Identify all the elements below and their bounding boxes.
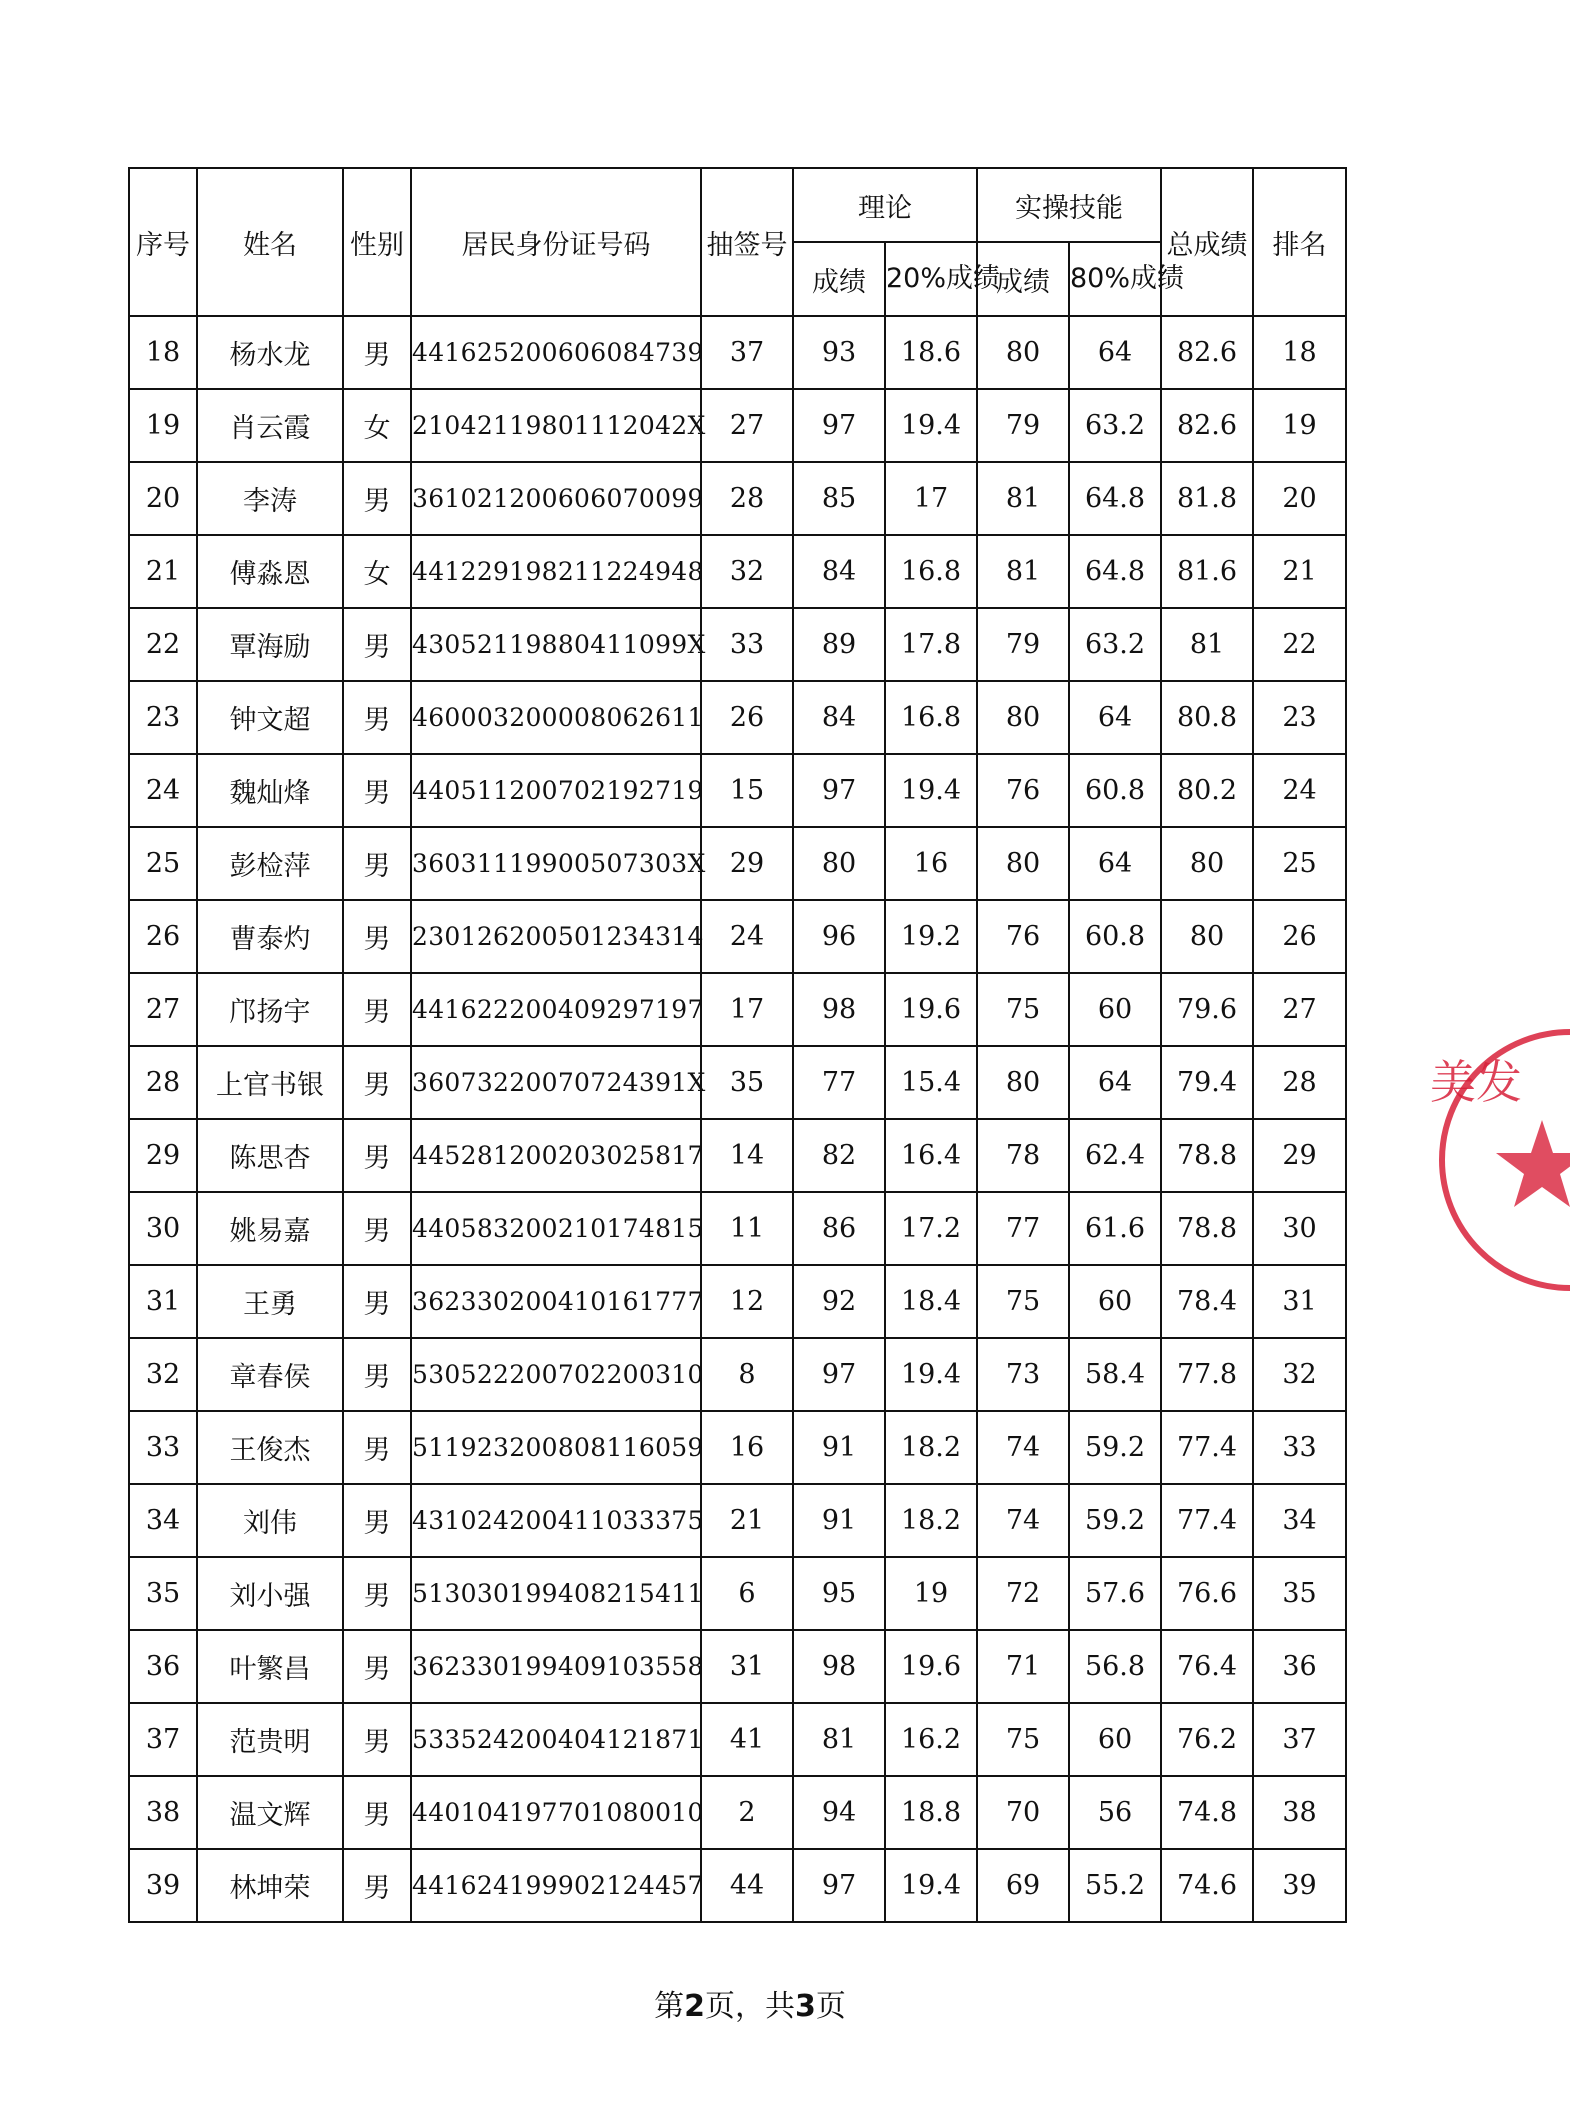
- cell-draw-no: 31: [701, 1630, 793, 1703]
- cell-id-number: 460003200008062611: [411, 681, 701, 754]
- cell-theory-20pct: 19.4: [885, 389, 977, 462]
- cell-practical-score: 70: [977, 1776, 1069, 1849]
- table-row: [129, 389, 1346, 462]
- cell-practical-score: 69: [977, 1849, 1069, 1922]
- cell-practical-80pct: 62.4: [1069, 1119, 1161, 1192]
- cell-rank: 22: [1253, 608, 1346, 681]
- cell-gender: 男: [343, 827, 411, 900]
- cell-theory-score: 89: [793, 608, 885, 681]
- page-footer: [0, 1981, 1500, 2025]
- header-seq: 序号: [129, 168, 197, 316]
- cell-draw-no: 12: [701, 1265, 793, 1338]
- cell-name: 林坤荣: [197, 1849, 343, 1922]
- cell-total-score: 81: [1161, 608, 1253, 681]
- cell-practical-80pct: 61.6: [1069, 1192, 1161, 1265]
- cell-total-score: 78.8: [1161, 1119, 1253, 1192]
- table-row: [129, 1192, 1346, 1265]
- cell-id-number: 441229198211224948: [411, 535, 701, 608]
- cell-theory-score: 96: [793, 900, 885, 973]
- cell-gender: 男: [343, 681, 411, 754]
- cell-id-number: 36031119900507303X: [411, 827, 701, 900]
- cell-draw-no: 32: [701, 535, 793, 608]
- cell-seq: 25: [129, 827, 197, 900]
- cell-total-score: 77.8: [1161, 1338, 1253, 1411]
- cell-seq: 36: [129, 1630, 197, 1703]
- table-body: [129, 316, 1346, 1922]
- cell-draw-no: 35: [701, 1046, 793, 1119]
- cell-seq: 23: [129, 681, 197, 754]
- header-id-number: 居民身份证号码: [411, 168, 701, 316]
- cell-id-number: 513030199408215411: [411, 1557, 701, 1630]
- cell-name: 魏灿烽: [197, 754, 343, 827]
- cell-seq: 19: [129, 389, 197, 462]
- cell-seq: 27: [129, 973, 197, 1046]
- cell-practical-80pct: 64: [1069, 316, 1161, 389]
- cell-gender: 男: [343, 1776, 411, 1849]
- table-row: [129, 1338, 1346, 1411]
- cell-rank: 33: [1253, 1411, 1346, 1484]
- cell-theory-score: 97: [793, 1849, 885, 1922]
- cell-total-score: 81.8: [1161, 462, 1253, 535]
- cell-theory-20pct: 18.2: [885, 1484, 977, 1557]
- cell-gender: 男: [343, 1849, 411, 1922]
- cell-seq: 29: [129, 1119, 197, 1192]
- footer-prefix: 第: [654, 1989, 685, 2024]
- cell-rank: 36: [1253, 1630, 1346, 1703]
- cell-rank: 31: [1253, 1265, 1346, 1338]
- cell-theory-20pct: 17: [885, 462, 977, 535]
- cell-seq: 28: [129, 1046, 197, 1119]
- cell-theory-20pct: 19.6: [885, 1630, 977, 1703]
- table-row: [129, 1119, 1346, 1192]
- cell-theory-20pct: 16.2: [885, 1703, 977, 1776]
- header-practical-80pct: 80%成绩: [1069, 242, 1161, 316]
- cell-gender: 女: [343, 535, 411, 608]
- cell-practical-score: 80: [977, 681, 1069, 754]
- cell-draw-no: 14: [701, 1119, 793, 1192]
- table-row: [129, 1703, 1346, 1776]
- header-name: 姓名: [197, 168, 343, 316]
- cell-practical-score: 72: [977, 1557, 1069, 1630]
- cell-gender: 男: [343, 608, 411, 681]
- cell-practical-80pct: 63.2: [1069, 389, 1161, 462]
- cell-id-number: 230126200501234314: [411, 900, 701, 973]
- cell-total-score: 80: [1161, 827, 1253, 900]
- cell-total-score: 81.6: [1161, 535, 1253, 608]
- cell-seq: 38: [129, 1776, 197, 1849]
- cell-practical-80pct: 59.2: [1069, 1411, 1161, 1484]
- table-row: [129, 973, 1346, 1046]
- cell-practical-score: 81: [977, 462, 1069, 535]
- cell-theory-20pct: 16.8: [885, 535, 977, 608]
- cell-gender: 男: [343, 973, 411, 1046]
- cell-rank: 20: [1253, 462, 1346, 535]
- cell-rank: 24: [1253, 754, 1346, 827]
- cell-gender: 男: [343, 1703, 411, 1776]
- cell-practical-80pct: 64.8: [1069, 462, 1161, 535]
- cell-practical-80pct: 56: [1069, 1776, 1161, 1849]
- cell-practical-score: 74: [977, 1484, 1069, 1557]
- official-seal-stamp: [1420, 1010, 1570, 1310]
- cell-rank: 28: [1253, 1046, 1346, 1119]
- cell-seq: 33: [129, 1411, 197, 1484]
- table-row: [129, 754, 1346, 827]
- cell-practical-80pct: 56.8: [1069, 1630, 1161, 1703]
- table-row: [129, 1265, 1346, 1338]
- cell-draw-no: 29: [701, 827, 793, 900]
- cell-name: 曹泰灼: [197, 900, 343, 973]
- cell-id-number: 441625200606084739: [411, 316, 701, 389]
- table-row: [129, 827, 1346, 900]
- cell-theory-score: 86: [793, 1192, 885, 1265]
- cell-practical-80pct: 57.6: [1069, 1557, 1161, 1630]
- table-row: [129, 608, 1346, 681]
- cell-theory-score: 81: [793, 1703, 885, 1776]
- cell-practical-score: 80: [977, 827, 1069, 900]
- cell-practical-score: 76: [977, 754, 1069, 827]
- cell-theory-score: 98: [793, 1630, 885, 1703]
- cell-practical-80pct: 60: [1069, 1703, 1161, 1776]
- cell-name: 刘伟: [197, 1484, 343, 1557]
- cell-id-number: 21042119801112042X: [411, 389, 701, 462]
- cell-name: 覃海励: [197, 608, 343, 681]
- cell-rank: 27: [1253, 973, 1346, 1046]
- cell-seq: 32: [129, 1338, 197, 1411]
- cell-rank: 26: [1253, 900, 1346, 973]
- cell-id-number: 445281200203025817: [411, 1119, 701, 1192]
- cell-seq: 18: [129, 316, 197, 389]
- table-row: [129, 681, 1346, 754]
- header-draw-no: 抽签号: [701, 168, 793, 316]
- cell-rank: 19: [1253, 389, 1346, 462]
- cell-total-score: 80.2: [1161, 754, 1253, 827]
- cell-name: 温文辉: [197, 1776, 343, 1849]
- cell-theory-score: 91: [793, 1484, 885, 1557]
- cell-practical-score: 75: [977, 1265, 1069, 1338]
- cell-total-score: 80: [1161, 900, 1253, 973]
- cell-rank: 32: [1253, 1338, 1346, 1411]
- cell-draw-no: 8: [701, 1338, 793, 1411]
- cell-rank: 29: [1253, 1119, 1346, 1192]
- cell-gender: 男: [343, 1630, 411, 1703]
- header-theory-score: 成绩: [793, 242, 885, 316]
- header-total: 总成绩: [1161, 168, 1253, 316]
- cell-draw-no: 44: [701, 1849, 793, 1922]
- table-row: [129, 1776, 1346, 1849]
- table-row: [129, 462, 1346, 535]
- cell-seq: 20: [129, 462, 197, 535]
- cell-theory-20pct: 16.8: [885, 681, 977, 754]
- cell-total-score: 76.6: [1161, 1557, 1253, 1630]
- cell-total-score: 76.4: [1161, 1630, 1253, 1703]
- cell-practical-score: 81: [977, 535, 1069, 608]
- cell-theory-score: 91: [793, 1411, 885, 1484]
- cell-name: 邝扬宇: [197, 973, 343, 1046]
- cell-gender: 男: [343, 1557, 411, 1630]
- cell-theory-score: 82: [793, 1119, 885, 1192]
- cell-draw-no: 17: [701, 973, 793, 1046]
- cell-practical-score: 76: [977, 900, 1069, 973]
- cell-seq: 26: [129, 900, 197, 973]
- table-row: [129, 1046, 1346, 1119]
- cell-name: 杨水龙: [197, 316, 343, 389]
- cell-practical-score: 79: [977, 389, 1069, 462]
- cell-theory-score: 98: [793, 973, 885, 1046]
- header-practical-score: 成绩: [977, 242, 1069, 316]
- cell-practical-80pct: 64: [1069, 1046, 1161, 1119]
- cell-draw-no: 21: [701, 1484, 793, 1557]
- cell-practical-score: 80: [977, 316, 1069, 389]
- cell-practical-80pct: 60: [1069, 1265, 1161, 1338]
- header-rank: 排名: [1253, 168, 1346, 316]
- cell-rank: 35: [1253, 1557, 1346, 1630]
- cell-id-number: 440511200702192719: [411, 754, 701, 827]
- cell-theory-20pct: 18.8: [885, 1776, 977, 1849]
- cell-id-number: 362330200410161777: [411, 1265, 701, 1338]
- header-theory-20pct: 20%成绩: [885, 242, 977, 316]
- table-row: [129, 535, 1346, 608]
- cell-name: 傅淼恩: [197, 535, 343, 608]
- cell-theory-20pct: 19: [885, 1557, 977, 1630]
- header-practical: 实操技能: [977, 168, 1161, 242]
- header-theory: 理论: [793, 168, 977, 242]
- cell-id-number: 361021200606070099: [411, 462, 701, 535]
- table-row: [129, 1484, 1346, 1557]
- cell-total-score: 77.4: [1161, 1411, 1253, 1484]
- table-row: [129, 316, 1346, 389]
- cell-theory-score: 80: [793, 827, 885, 900]
- cell-draw-no: 16: [701, 1411, 793, 1484]
- cell-name: 王俊杰: [197, 1411, 343, 1484]
- cell-draw-no: 24: [701, 900, 793, 973]
- cell-gender: 男: [343, 1119, 411, 1192]
- cell-practical-score: 78: [977, 1119, 1069, 1192]
- cell-theory-score: 84: [793, 681, 885, 754]
- cell-total-score: 79.6: [1161, 973, 1253, 1046]
- cell-seq: 24: [129, 754, 197, 827]
- cell-draw-no: 15: [701, 754, 793, 827]
- cell-practical-score: 74: [977, 1411, 1069, 1484]
- cell-draw-no: 26: [701, 681, 793, 754]
- cell-draw-no: 37: [701, 316, 793, 389]
- cell-total-score: 78.8: [1161, 1192, 1253, 1265]
- cell-theory-20pct: 18.4: [885, 1265, 977, 1338]
- cell-practical-80pct: 64: [1069, 827, 1161, 900]
- cell-total-score: 74.8: [1161, 1776, 1253, 1849]
- cell-practical-score: 77: [977, 1192, 1069, 1265]
- cell-seq: 30: [129, 1192, 197, 1265]
- cell-practical-score: 75: [977, 1703, 1069, 1776]
- cell-theory-score: 97: [793, 754, 885, 827]
- cell-theory-20pct: 18.6: [885, 316, 977, 389]
- cell-theory-score: 97: [793, 389, 885, 462]
- table-row: [129, 1849, 1346, 1922]
- cell-rank: 34: [1253, 1484, 1346, 1557]
- cell-theory-score: 84: [793, 535, 885, 608]
- cell-rank: 37: [1253, 1703, 1346, 1776]
- cell-theory-20pct: 19.4: [885, 1849, 977, 1922]
- cell-gender: 男: [343, 1265, 411, 1338]
- table-header: [129, 168, 1346, 316]
- cell-id-number: 362330199409103558: [411, 1630, 701, 1703]
- cell-gender: 男: [343, 1411, 411, 1484]
- cell-gender: 男: [343, 900, 411, 973]
- cell-practical-80pct: 60.8: [1069, 900, 1161, 973]
- cell-practical-80pct: 58.4: [1069, 1338, 1161, 1411]
- cell-theory-score: 93: [793, 316, 885, 389]
- cell-practical-80pct: 64: [1069, 681, 1161, 754]
- cell-theory-20pct: 19.4: [885, 1338, 977, 1411]
- cell-seq: 21: [129, 535, 197, 608]
- cell-rank: 21: [1253, 535, 1346, 608]
- cell-rank: 39: [1253, 1849, 1346, 1922]
- score-table: [128, 167, 1347, 1923]
- cell-theory-20pct: 16.4: [885, 1119, 977, 1192]
- cell-total-score: 79.4: [1161, 1046, 1253, 1119]
- cell-draw-no: 2: [701, 1776, 793, 1849]
- cell-name: 彭检萍: [197, 827, 343, 900]
- cell-practical-80pct: 55.2: [1069, 1849, 1161, 1922]
- cell-total-score: 82.6: [1161, 389, 1253, 462]
- cell-theory-score: 92: [793, 1265, 885, 1338]
- stamp-text: 美发: [1430, 1055, 1522, 1109]
- cell-seq: 34: [129, 1484, 197, 1557]
- cell-total-score: 77.4: [1161, 1484, 1253, 1557]
- cell-seq: 39: [129, 1849, 197, 1922]
- footer-mid: 页，共: [705, 1989, 795, 2024]
- cell-name: 章春侯: [197, 1338, 343, 1411]
- cell-theory-20pct: 17.2: [885, 1192, 977, 1265]
- cell-name: 王勇: [197, 1265, 343, 1338]
- cell-theory-score: 85: [793, 462, 885, 535]
- cell-name: 叶繁昌: [197, 1630, 343, 1703]
- cell-theory-score: 77: [793, 1046, 885, 1119]
- cell-theory-20pct: 15.4: [885, 1046, 977, 1119]
- cell-gender: 男: [343, 1484, 411, 1557]
- cell-theory-score: 97: [793, 1338, 885, 1411]
- cell-id-number: 431024200411033375: [411, 1484, 701, 1557]
- cell-rank: 30: [1253, 1192, 1346, 1265]
- cell-name: 陈思杏: [197, 1119, 343, 1192]
- cell-practical-80pct: 63.2: [1069, 608, 1161, 681]
- footer-page-number: 2: [684, 1989, 705, 2024]
- cell-seq: 37: [129, 1703, 197, 1776]
- cell-name: 刘小强: [197, 1557, 343, 1630]
- cell-practical-score: 73: [977, 1338, 1069, 1411]
- footer-suffix: 页: [815, 1989, 846, 2024]
- cell-total-score: 82.6: [1161, 316, 1253, 389]
- cell-draw-no: 33: [701, 608, 793, 681]
- cell-name: 上官书银: [197, 1046, 343, 1119]
- table-row: [129, 1557, 1346, 1630]
- table-row: [129, 1630, 1346, 1703]
- cell-name: 钟文超: [197, 681, 343, 754]
- cell-rank: 38: [1253, 1776, 1346, 1849]
- cell-theory-20pct: 19.4: [885, 754, 977, 827]
- cell-practical-80pct: 60.8: [1069, 754, 1161, 827]
- cell-draw-no: 41: [701, 1703, 793, 1776]
- cell-theory-20pct: 17.8: [885, 608, 977, 681]
- cell-theory-20pct: 19.2: [885, 900, 977, 973]
- cell-id-number: 533524200404121871: [411, 1703, 701, 1776]
- cell-draw-no: 6: [701, 1557, 793, 1630]
- cell-gender: 男: [343, 1046, 411, 1119]
- cell-gender: 男: [343, 754, 411, 827]
- cell-gender: 女: [343, 389, 411, 462]
- cell-id-number: 36073220070724391X: [411, 1046, 701, 1119]
- cell-gender: 男: [343, 1192, 411, 1265]
- cell-practical-80pct: 64.8: [1069, 535, 1161, 608]
- header-gender: 性别: [343, 168, 411, 316]
- table-row: [129, 900, 1346, 973]
- cell-total-score: 80.8: [1161, 681, 1253, 754]
- cell-theory-score: 94: [793, 1776, 885, 1849]
- cell-gender: 男: [343, 462, 411, 535]
- cell-seq: 22: [129, 608, 197, 681]
- cell-id-number: 440583200210174815: [411, 1192, 701, 1265]
- cell-theory-score: 95: [793, 1557, 885, 1630]
- cell-practical-score: 80: [977, 1046, 1069, 1119]
- cell-id-number: 440104197701080010: [411, 1776, 701, 1849]
- cell-total-score: 74.6: [1161, 1849, 1253, 1922]
- cell-gender: 男: [343, 316, 411, 389]
- cell-id-number: 441622200409297197: [411, 973, 701, 1046]
- cell-rank: 25: [1253, 827, 1346, 900]
- cell-gender: 男: [343, 1338, 411, 1411]
- cell-draw-no: 27: [701, 389, 793, 462]
- cell-practical-80pct: 60: [1069, 973, 1161, 1046]
- cell-theory-20pct: 19.6: [885, 973, 977, 1046]
- cell-theory-20pct: 16: [885, 827, 977, 900]
- table-row: [129, 1411, 1346, 1484]
- cell-name: 姚易嘉: [197, 1192, 343, 1265]
- cell-practical-80pct: 59.2: [1069, 1484, 1161, 1557]
- cell-id-number: 530522200702200310: [411, 1338, 701, 1411]
- cell-id-number: 511923200808116059: [411, 1411, 701, 1484]
- cell-total-score: 78.4: [1161, 1265, 1253, 1338]
- cell-practical-score: 71: [977, 1630, 1069, 1703]
- cell-seq: 35: [129, 1557, 197, 1630]
- cell-name: 李涛: [197, 462, 343, 535]
- cell-name: 肖云霞: [197, 389, 343, 462]
- cell-draw-no: 11: [701, 1192, 793, 1265]
- cell-rank: 18: [1253, 316, 1346, 389]
- cell-total-score: 76.2: [1161, 1703, 1253, 1776]
- cell-theory-20pct: 18.2: [885, 1411, 977, 1484]
- cell-id-number: 43052119880411099X: [411, 608, 701, 681]
- cell-seq: 31: [129, 1265, 197, 1338]
- cell-practical-score: 79: [977, 608, 1069, 681]
- footer-total-pages: 3: [795, 1989, 816, 2024]
- cell-name: 范贵明: [197, 1703, 343, 1776]
- cell-rank: 23: [1253, 681, 1346, 754]
- cell-practical-score: 75: [977, 973, 1069, 1046]
- cell-draw-no: 28: [701, 462, 793, 535]
- cell-id-number: 441624199902124457: [411, 1849, 701, 1922]
